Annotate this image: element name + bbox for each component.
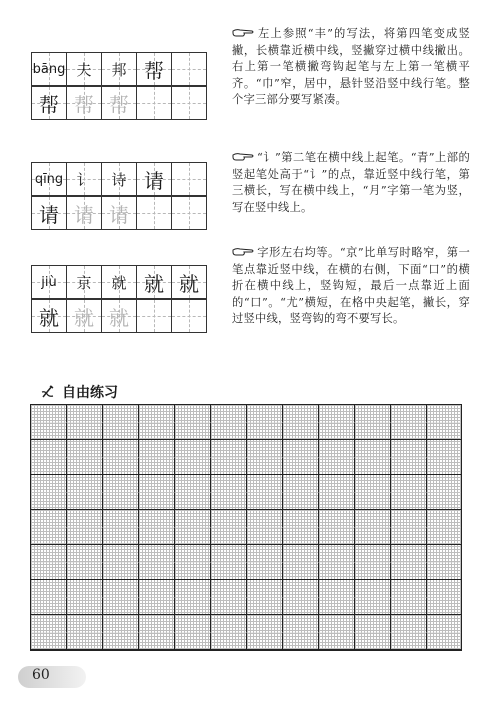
trace-cell	[101, 86, 137, 120]
char-cell	[136, 52, 172, 86]
char-cell	[31, 196, 67, 230]
pinyin-text: qīng	[34, 171, 64, 187]
note-text: “讠”第二笔在横中线上起笔。“青”上部的竖起笔处高于“讠”的点，靠近竖中线行笔，第三横长，写在横中线上，“月”字第一笔为竖，写在竖中线上。	[232, 151, 470, 214]
trace-character: 就	[109, 305, 129, 330]
stroke-step: 就	[111, 273, 127, 292]
trace-character: 请	[109, 202, 129, 227]
empty-cell	[136, 86, 172, 120]
note-text: 左上参照“丰”的写法，将第四笔变成竖撇，长横靠近横中线，竖撇穿过横中线撇出。右上第一笔横撇弯钩起笔与左上第一笔横平齐。“巾”窄，居中，悬针竖沿竖中线行笔。整个字三部分要写紧凑。	[232, 27, 470, 107]
char-cell	[136, 265, 172, 299]
char-cell	[31, 299, 67, 333]
trace-cell	[66, 196, 102, 230]
block-1-row-2	[31, 86, 206, 120]
model-character: 帮	[39, 92, 59, 117]
block-2-row-1	[31, 162, 206, 196]
full-character: 就	[144, 271, 164, 296]
pointing-hand-icon	[232, 152, 254, 162]
block-3-row-1	[31, 265, 206, 299]
pinyin-cell	[31, 162, 67, 196]
model-character: 请	[39, 202, 59, 227]
stroke-step: 邦	[111, 60, 127, 79]
pointing-hand-icon	[232, 28, 254, 38]
pointing-hand-icon	[232, 247, 254, 257]
stroke-cell	[66, 52, 102, 86]
page-number-tab	[18, 666, 86, 688]
trace-cell	[66, 86, 102, 120]
stroke-cell	[101, 52, 137, 86]
model-character: 就	[39, 305, 59, 330]
empty-cell	[171, 52, 207, 86]
empty-cell	[171, 86, 207, 120]
empty-cell	[136, 299, 172, 333]
stroke-cell	[101, 265, 137, 299]
note-text: 字形左右均等。“京”比单写时略窄，第一笔点靠近竖中线，在横的右侧，下面“口”的横折在横中线上，竖钩短，最后一点靠近上面的“口”。“尤”横短，在格中央起笔，撇长，穿过竖中线，竖弯钩的弯不要写长。	[232, 246, 470, 326]
stroke-cell	[66, 162, 102, 196]
pinyin-text: bāng	[32, 61, 66, 77]
section-title: 自由练习	[62, 385, 118, 401]
empty-cell	[171, 299, 207, 333]
trace-cell	[101, 299, 137, 333]
empty-cell	[171, 162, 207, 196]
trace-cell	[66, 299, 102, 333]
page-number: 60	[32, 667, 50, 683]
free-practice-header	[40, 382, 118, 402]
stroke-cell	[101, 162, 137, 196]
stroke-step: 京	[76, 273, 92, 292]
pinyin-cell	[31, 52, 67, 86]
trace-character: 帮	[109, 92, 129, 117]
trace-character: 帮	[74, 92, 94, 117]
trace-cell	[101, 196, 137, 230]
full-character: 就	[179, 271, 199, 296]
pinyin-cell	[31, 265, 67, 299]
practice-grid	[30, 404, 462, 651]
stroke-step: 夫	[76, 60, 92, 79]
pinyin-text: jiù	[41, 274, 57, 290]
block-3-row-2	[31, 299, 206, 333]
stroke-cell	[66, 265, 102, 299]
pencil-hand-icon	[40, 383, 58, 401]
stroke-step: 诗	[111, 170, 127, 189]
block-1-row-1	[31, 52, 206, 86]
full-character: 帮	[144, 58, 164, 83]
char-cell	[31, 86, 67, 120]
char-cell	[136, 162, 172, 196]
writing-note-2	[232, 150, 470, 216]
char-cell	[171, 265, 207, 299]
stroke-step: 讠	[76, 170, 92, 189]
block-2-row-2	[31, 196, 206, 230]
trace-character: 请	[74, 202, 94, 227]
writing-note-1	[232, 26, 470, 109]
trace-character: 就	[74, 305, 94, 330]
empty-cell	[136, 196, 172, 230]
full-character: 请	[144, 168, 164, 193]
empty-cell	[171, 196, 207, 230]
writing-note-3	[232, 245, 470, 328]
